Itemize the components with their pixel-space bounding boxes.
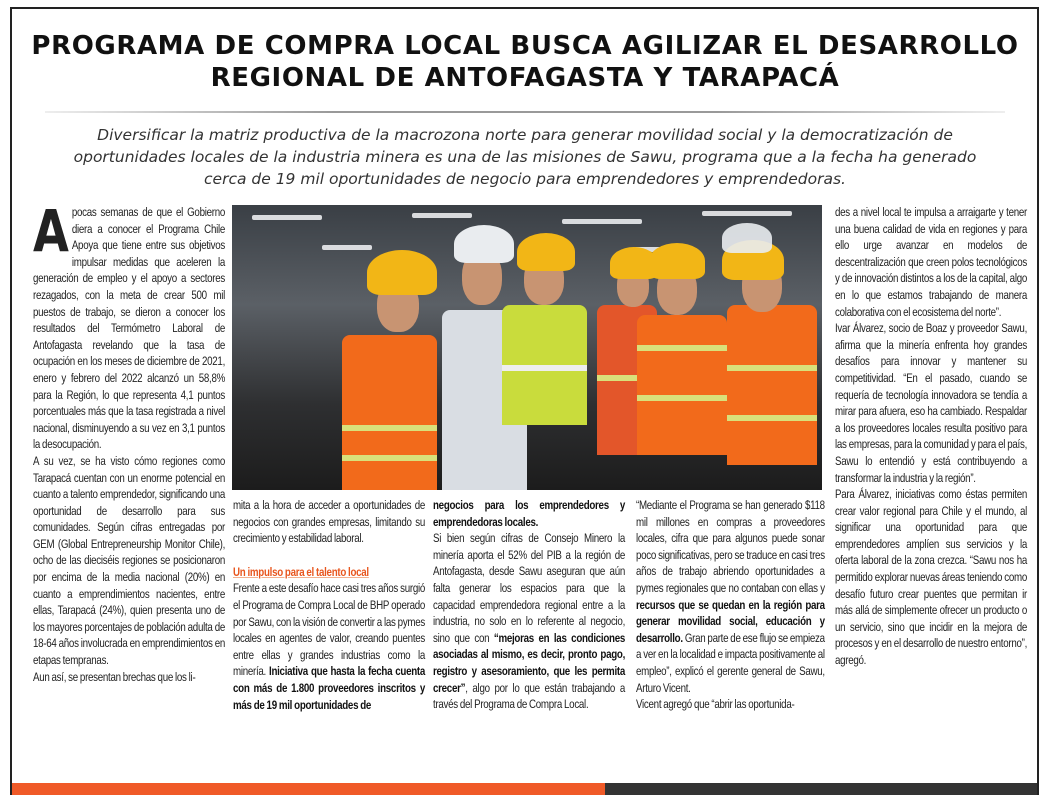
paragraph bbox=[33, 197, 226, 453]
worker-vest bbox=[342, 335, 437, 490]
worker-vest bbox=[727, 305, 817, 465]
paragraph bbox=[433, 497, 625, 530]
bold-highlight: negocios para los emprendedores y emprendedoras locales. bbox=[433, 498, 625, 529]
paragraph: Aun así, se presentan brechas que los li- bbox=[33, 669, 196, 684]
paragraph: Ivar Álvarez, socio de Boaz y proveedor Sawu, afirma que la minería enfrenta hoy grandes desafíos para innovar y mantener su competitividad. “En el pasado, cuando se requería de tecnología innovadora se tendía a mirar para afuera, eso ha cambiado. Respaldar a los proveedores locales resulta positivo para las empresas, para la comunidad y para el país, Sawu lo entendió y está contribuyendo a transformar la industria y la región”. bbox=[835, 321, 1027, 485]
footer-dark-bar bbox=[605, 783, 1037, 795]
paragraph-text: Gran parte de ese flujo se empieza a ver en la localidad e impacta positivamente al empleo”, explicó el gerente general de Sawu, Arturo Vicent. bbox=[636, 630, 825, 695]
headline-line-2: REGIONAL DE ANTOFAGASTA Y TARAPACÁ bbox=[210, 63, 840, 93]
footer-accent-bar bbox=[12, 783, 605, 795]
column-1 bbox=[33, 197, 226, 685]
hard-hat-icon bbox=[454, 225, 514, 263]
paragraph bbox=[233, 580, 425, 713]
hard-hat-icon bbox=[722, 223, 772, 253]
ceiling-light bbox=[702, 211, 792, 216]
bold-quote: “mejoras en las condiciones asociadas al mismo, es decir, pronto pago, registro y asesoramiento, que les permita crecer” bbox=[433, 630, 625, 695]
paragraph-text: Frente a este desafío hace casi tres años surgió el Programa de Compra Local de BHP operado por Sawu, con la visión de convertir a las pymes locales en agentes de valor, creando puentes entre ellas y grandes industrias como la minería. bbox=[233, 581, 425, 679]
hard-hat-icon bbox=[649, 243, 705, 279]
hard-hat-icon bbox=[517, 233, 575, 271]
ceiling-light bbox=[412, 213, 472, 218]
column-5 bbox=[835, 204, 1027, 669]
column-4 bbox=[636, 497, 825, 713]
paragraph-text: pocas semanas de que el Gobierno diera a conocer el Programa Chile Apoya que tiene entre sus objetivos impulsar medidas que aceleren la generación de empleo y el apoyo a sectores rezagados, con la meta de crear 500 mil puestos de trabajo, se dieron a conocer los resultados del Termómetro Laboral de Antofagasta revelando que la tasa de ocupación en los meses de diciembre de 2021, enero y febrero del 2022 alcanzó un 58,8% para la Región, lo que representa 4,1 puntos porcentuales más que la tasa registrada a nivel nacional, disminuyendo a su vez en 3,1 puntos la desocupación. bbox=[33, 205, 226, 452]
headline bbox=[20, 30, 1030, 94]
bold-highlight: Iniciativa que hasta la fecha cuenta con más de 1.800 proveedores inscritos y más de 19 mil oportunidades de bbox=[233, 664, 426, 712]
worker-vest bbox=[637, 315, 727, 455]
column-3 bbox=[433, 497, 625, 713]
article-deck: Diversificar la matriz productiva de la macrozona norte para generar movilidad social y la democratización de oportunidades locales de la industria minera es una de las misiones de Sawu, programa que a la fecha ha generado cerca de 19 mil oportunidades de negocio para emprendedores y emprendedoras. bbox=[73, 126, 977, 188]
headline-divider bbox=[45, 111, 1005, 113]
paragraph: Para Álvarez, iniciativas como éstas permiten crear valor regional para Chile y el mundo, al significar una oportunidad para que emprendedores amplíen sus servicios y la oferta laboral de la zona crezca. “Sawu nos ha permitido explorar nuevas áreas teniendo como desafío futuro crear puentes que permitan ir más allá de simplemente ofrecer un producto o un servicio, sino que incidir en la mejora de procesos y en el desarrollo de nuestro entorno”, agregó. bbox=[835, 487, 1027, 668]
ceiling-light bbox=[252, 215, 322, 220]
hard-hat-icon bbox=[367, 250, 437, 295]
drop-cap: A bbox=[33, 197, 69, 265]
paragraph-text: Si bien según cifras de Consejo Minero la minería aporta el 52% del PIB a la región de Antofagasta, desde Sawu aseguran que aún falta generar los espacios para que la capacidad emprendedora regional entre a la industria, no solo en lo referente al negocio, sino que con bbox=[433, 531, 625, 645]
paragraph: Vicent agregó que “abrir las oportunida- bbox=[636, 697, 795, 712]
paragraph bbox=[433, 530, 625, 713]
ceiling-light bbox=[562, 219, 642, 224]
ceiling-light bbox=[322, 245, 372, 250]
paragraph: des a nivel local te impulsa a arraigarte y tener una buena calidad de vida en regiones y para ello urge avanzar en modelos de descentralización que creen polos tecnológicos y de innovación distintos a los de la capital, algo en lo que estamos trabajando de manera colaborativa con el ecosistema del norte”. bbox=[835, 205, 1027, 319]
bold-highlight: recursos que se quedan en la región para generar movilidad social, educación y desarrollo. bbox=[636, 597, 825, 645]
paragraph-text: , algo por lo que están trabajando a través del Programa de Compra Local. bbox=[433, 680, 625, 712]
subheading: Un impulso para el talento local bbox=[233, 564, 369, 579]
paragraph: A su vez, se ha visto cómo regiones como Tarapacá cuentan con un enorme potencial en cuanto a talento emprendedor, significando una oportunidad de desarrollo para sus comunidades. Según cifras entregadas por GEM (Global Entrepreneurship Monitor Chile), ocho de las dieciséis regiones se posicionaron por encima de la media nacional (20%) en cuanto a emprendimientos nacientes, entre ellas, Tarapacá (24%), quien presenta uno de los mayores porcentajes de población adulta de 18-64 años involucrada en emprendimientos en etapas tempranas. bbox=[33, 453, 225, 668]
paragraph bbox=[636, 497, 825, 696]
paragraph-text: “Mediante el Programa se han generado $118 mil millones en compras a proveedores locales, cifra que para algunos puede sonar poco significativas, pero se traduce en casi tres años de trabajo abriendo oportunidades a pymes regionales que no contaban con ellas y bbox=[636, 498, 825, 595]
column-2 bbox=[233, 497, 425, 713]
headline-line-1: PROGRAMA DE COMPRA LOCAL BUSCA AGILIZAR EL DESARROLLO bbox=[31, 31, 1019, 61]
worker-vest bbox=[502, 305, 587, 425]
photo-workers-in-safety-gear-image bbox=[232, 205, 822, 490]
paragraph: mita a la hora de acceder a oportunidades de negocios con grandes empresas, limitando su crecimiento y estabilidad laboral. bbox=[233, 498, 425, 546]
